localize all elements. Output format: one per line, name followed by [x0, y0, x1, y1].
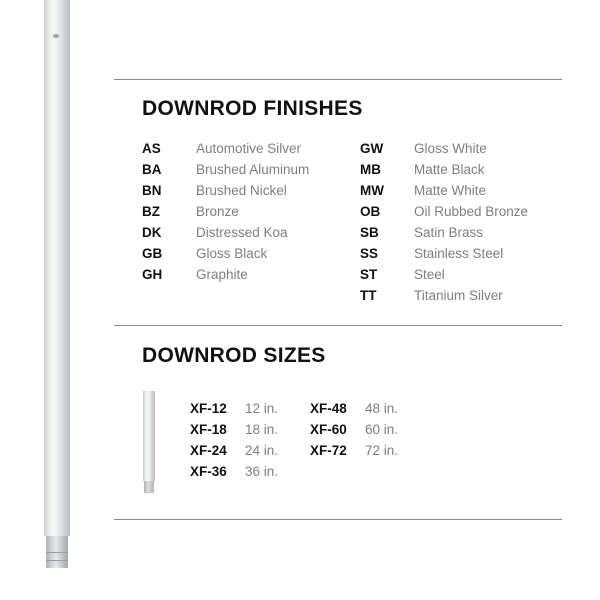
finishes-list-right: [360, 138, 528, 306]
downrod-product-image: [42, 0, 72, 568]
size-code: XF-60: [310, 422, 347, 437]
size-code: XF-18: [190, 422, 227, 437]
finish-code: MB: [360, 162, 381, 177]
finish-item: [142, 264, 309, 285]
finish-name: Steel: [414, 267, 445, 282]
finish-item: [142, 222, 309, 243]
finish-code: ST: [360, 267, 378, 282]
finish-code: GB: [142, 246, 163, 261]
downrod-pin-hole: [53, 34, 59, 38]
sizes-heading: DOWNROD SIZES: [142, 344, 326, 367]
middle-divider: [114, 325, 562, 326]
size-code: XF-12: [190, 401, 227, 416]
finish-code: GW: [360, 141, 384, 156]
thumbnail-collar: [144, 481, 154, 493]
finish-name: Bronze: [196, 204, 239, 219]
size-length: 18 in.: [245, 422, 279, 437]
finish-code: MW: [360, 183, 384, 198]
size-length: 48 in.: [365, 401, 399, 416]
finish-name: Distressed Koa: [196, 225, 288, 240]
finish-name: Oil Rubbed Bronze: [414, 204, 529, 219]
sizes-list-right: [310, 398, 398, 461]
finish-item: [360, 222, 528, 243]
finish-item: [360, 159, 528, 180]
size-length: 12 in.: [245, 401, 279, 416]
size-item: [190, 461, 278, 482]
finish-item: [360, 285, 528, 306]
downrod-collar-groove: [46, 560, 68, 561]
size-item: [190, 419, 278, 440]
finish-item: [360, 201, 528, 222]
top-divider: [114, 79, 562, 80]
thumbnail-pipe: [143, 391, 155, 481]
size-length: 72 in.: [365, 443, 399, 458]
finish-code: SB: [360, 225, 379, 240]
finish-code: BZ: [142, 204, 160, 219]
size-length: 24 in.: [245, 443, 279, 458]
finish-code: TT: [360, 288, 377, 303]
finish-name: Brushed Nickel: [196, 183, 287, 198]
finish-code: SS: [360, 246, 379, 261]
finish-name: Gloss White: [414, 141, 487, 156]
downrod-thumbnail: [142, 391, 156, 493]
finish-name: Titanium Silver: [414, 288, 503, 303]
finish-name: Brushed Aluminum: [196, 162, 310, 177]
finish-item: [142, 243, 309, 264]
finish-name: Stainless Steel: [414, 246, 504, 261]
finish-code: GH: [142, 267, 163, 282]
finish-item: [360, 138, 528, 159]
size-item: [310, 398, 398, 419]
finish-name: Graphite: [196, 267, 248, 282]
finish-name: Gloss Black: [196, 246, 268, 261]
size-code: XF-48: [310, 401, 347, 416]
size-length: 36 in.: [245, 464, 279, 479]
finishes-list-left: [142, 138, 309, 285]
finish-item: [142, 201, 309, 222]
finish-item: [360, 264, 528, 285]
finish-name: Automotive Silver: [196, 141, 302, 156]
finish-name: Matte Black: [414, 162, 485, 177]
finish-item: [142, 138, 309, 159]
size-item: [190, 440, 278, 461]
finish-code: BN: [142, 183, 162, 198]
size-code: XF-72: [310, 443, 347, 458]
size-item: [190, 398, 278, 419]
size-item: [310, 440, 398, 461]
finish-code: BA: [142, 162, 162, 177]
finish-item: [360, 180, 528, 201]
finish-item: [142, 180, 309, 201]
finish-code: AS: [142, 141, 161, 156]
finish-item: [360, 243, 528, 264]
finish-name: Satin Brass: [414, 225, 484, 240]
size-item: [310, 419, 398, 440]
finish-code: OB: [360, 204, 381, 219]
bottom-divider: [114, 519, 562, 520]
finish-name: Matte White: [414, 183, 487, 198]
downrod-collar-groove: [46, 552, 68, 553]
sizes-list-left: [190, 398, 278, 482]
finishes-heading: DOWNROD FINISHES: [142, 97, 363, 120]
size-code: XF-36: [190, 464, 227, 479]
size-code: XF-24: [190, 443, 227, 458]
size-length: 60 in.: [365, 422, 399, 437]
downrod-pipe: [44, 0, 70, 536]
finish-item: [142, 159, 309, 180]
finish-code: DK: [142, 225, 162, 240]
